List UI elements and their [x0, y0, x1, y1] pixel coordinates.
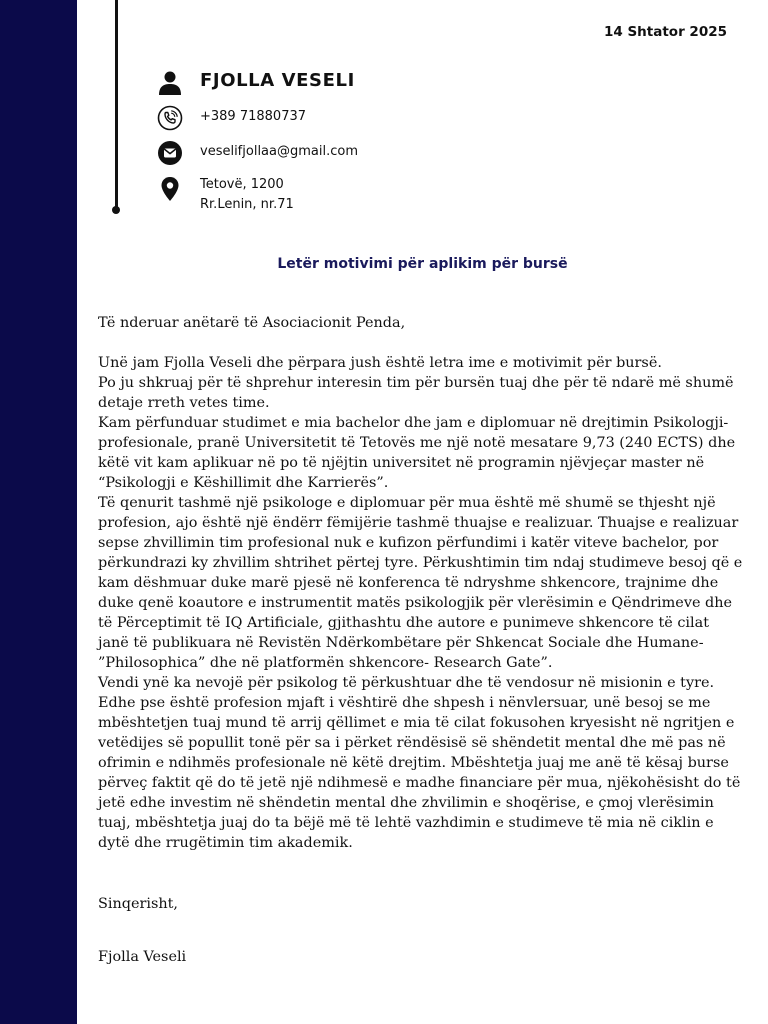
sidebar-band — [0, 0, 77, 1024]
letter-paragraph: Kam përfunduar studimet e mia bachelor dhe jam e diplomuar në drejtimin Psikologji-profesionale, pranë Universitetit të Tetovës me një notë mesatare 9,73 (240 ECTS) dhe këtë vit kam aplikuar në po të njëjtin universitet në programin njëvjeçar master në “Psikologji e Këshillimit dhe Karrierës”. — [98, 415, 736, 491]
letter-subject: Letër motivimi për aplikim për bursë — [277, 256, 568, 272]
address-street: Rr.Lenin, nr.71 — [200, 197, 294, 212]
letter-paragraph: Vendi ynë ka nevojë për psikolog të përkushtuar dhe të vendosur në misionin e tyre. Edhe pse është profesion mjaft i vështirë dhe shpesh i nënvlersuar, unë besoj se me mbështetjen tuaj mund të arrij qëllimet e mia të cilat fokusohen kryesisht në ngritjen e vetëdijes së popullit tonë për sa i përket rëndësisë së shëndetit mental dhe më pas në ofrimin e ndihmës profesionale në këtë drejtim. Mbështetja juaj me anë të kësaj burse përveç faktit që do të jetë një ndihmesë e madhe financiare për mua, njëkohësisht do të jetë edhe investim në shëndetin mental dhe zhvilimin e shoqërise, e çmoj vlerësimin tuaj, mbështetja juaj do ta bëjë më të lehtë vazhdimin e studimeve të mia në ciklin e dytë dhe rrugëtimin tim akademik. — [98, 675, 741, 851]
phone-icon — [157, 105, 183, 131]
mail-icon — [157, 140, 183, 166]
letter-signature: Fjolla Veseli — [98, 949, 187, 965]
location-pin-icon — [157, 176, 183, 202]
letter-paragraph: Unë jam Fjolla Veseli dhe përpara jush është letra ime e motivimit për bursë. — [98, 355, 662, 371]
phone-number: +389 71880737 — [200, 109, 307, 124]
email-address: veselifjollaa@gmail.com — [200, 144, 358, 159]
address-city: Tetovë, 1200 — [200, 177, 284, 192]
person-icon — [157, 70, 183, 96]
letter-closing: Sinqerisht, — [98, 896, 178, 912]
timeline-line — [115, 0, 118, 210]
letter-paragraph: Po ju shkruaj për të shprehur interesin tim për bursën tuaj dhe për të ndarë më shumë detaje rreth vetes time. — [98, 375, 734, 411]
letter-greeting: Të nderuar anëtarë të Asociacionit Penda, — [98, 315, 406, 331]
letter-paragraph: Të qenurit tashmë një psikologe e diplomuar për mua është më shumë se thjesht një profesion, ajo është një ëndërr fëmijërie tashmë thuajse e realizuar. Thuajse e realizuar sepse zhvillimin tim profesional nuk e kufizon përfundimi i katër viteve bachelor, por përkundrazi ky zhvillim shtrihet përtej tyre. Përkushtimin tim ndaj studimeve besoj që e kam dëshmuar duke marë pjesë në konferenca të ndryshme shkencore, trajnime dhe duke qenë koautore e instrumentit matës psikologjik për vlerësimin e Qëndrimeve dhe të Përceptimit të IQ Artificiale, gjithashtu dhe autore e punimeve shkencore të cilat janë të publikuara në Revistën Ndërkombëtare për Shkencat Sociale dhe Humane- ”Philosophica” dhe në platformën shkencore- Research Gate”. — [98, 495, 743, 671]
applicant-name: FJOLLA VESELI — [200, 70, 355, 91]
letter-body — [98, 313, 743, 853]
letter-date: 14 Shtator 2025 — [603, 24, 727, 40]
timeline-dot — [112, 206, 120, 214]
